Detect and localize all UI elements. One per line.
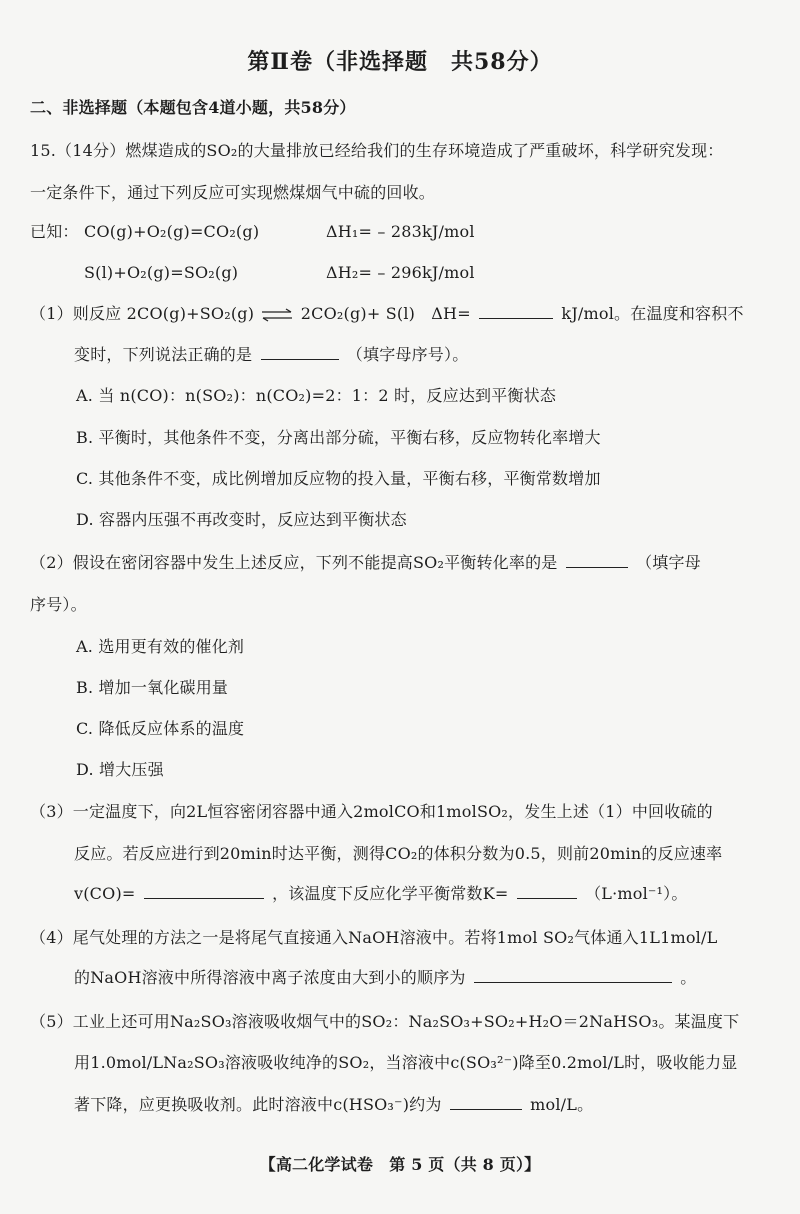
part-1-option-b: B. 平衡时，其他条件不变，分离出部分硫，平衡右移，反应物转化率增大 (76, 428, 601, 447)
part-2-instruction: （填字母 (636, 553, 701, 572)
part-1-reaction-left: （1）则反应 2CO(g)+SO₂(g) (30, 304, 255, 323)
part-2-line-2: 序号）。 (30, 595, 87, 614)
part-1-question: 变时，下列说法正确的是 (74, 345, 253, 364)
answer-blank-delta-h[interactable] (479, 304, 553, 319)
q15-intro-line-2: 一定条件下，通过下列反应可实现燃煤烟气中硫的回收。 (30, 183, 436, 202)
enthalpy-1: ΔH₁= – 283kJ/mol (326, 222, 475, 241)
part-4-line-1: （4）尾气处理的方法之一是将尾气直接通入NaOH溶液中。若将1mol SO₂气体通入1L1mol/L (30, 928, 718, 947)
part-1-instruction: （填字母序号）。 (346, 345, 469, 364)
part-1-option-d: D. 容器内压强不再改变时，反应达到平衡状态 (76, 510, 407, 529)
part-4-question: 的NaOH溶液中所得溶液中离子浓度由大到小的顺序为 (74, 968, 466, 987)
page-footer: 【高二化学试卷 第 5 页（共 8 页）】 (259, 1155, 541, 1174)
part-3-line-3 (74, 884, 688, 904)
part-2-option-b: B. 增加一氧化碳用量 (76, 678, 229, 697)
enthalpy-2: ΔH₂= – 296kJ/mol (326, 263, 475, 282)
page-title: 第Ⅱ卷（非选择题 共58分） (247, 49, 553, 75)
answer-blank-part-4[interactable] (474, 968, 672, 983)
part-1-line-2 (74, 345, 468, 365)
part-5-unit: mol/L。 (530, 1095, 594, 1114)
part-5-line-2: 用1.0mol/LNa₂SO₃溶液吸收纯净的SO₂，当溶液中c(SO₃²⁻)降至0.2mol/L时，吸收能力显 (74, 1053, 738, 1072)
part-3-k-label: ，该温度下反应化学平衡常数K= (272, 884, 509, 903)
part-5-line-3 (74, 1095, 593, 1115)
part-3-unit: （L·mol⁻¹）。 (585, 884, 688, 903)
part-4-line-2 (74, 968, 696, 988)
part-2-question: （2）假设在密闭容器中发生上述反应，下列不能提高SO₂平衡转化率的是 (30, 553, 558, 572)
part-3-rate-label: v(CO)= (74, 884, 136, 903)
part-5-line-1: （5）工业上还可用Na₂SO₃溶液吸收烟气中的SO₂：Na₂SO₃+SO₂+H₂O＝2NaHSO₃。某温度下 (30, 1012, 740, 1031)
answer-blank-rate[interactable] (144, 884, 264, 899)
part-2-option-c: C. 降低反应体系的温度 (76, 719, 245, 738)
answer-blank-part-2[interactable] (566, 553, 628, 568)
answer-blank-part-1[interactable] (261, 345, 339, 360)
part-2-line-1 (30, 553, 701, 573)
part-4-end: 。 (680, 968, 697, 987)
part-1-unit-text: kJ/mol。在温度和容积不 (561, 304, 744, 323)
part-3-line-1: （3）一定温度下，向2L恒容密闭容器中通入2molCO和1molSO₂，发生上述（1）中回收硫的 (30, 802, 713, 821)
part-1-line-1 (30, 304, 744, 324)
equilibrium-arrow-icon (261, 308, 293, 322)
part-1-option-a: A. 当 n(CO)：n(SO₂)：n(CO₂)=2：1：2 时，反应达到平衡状态 (76, 386, 557, 405)
known-prefix: 已知： (30, 222, 79, 241)
part-1-reaction-right: 2CO₂(g)+ S(l) ΔH= (300, 304, 471, 323)
part-3-line-2: 反应。若反应进行到20min时达平衡，测得CO₂的体积分数为0.5，则前20min的反应速率 (74, 844, 723, 863)
answer-blank-part-5[interactable] (450, 1095, 522, 1110)
section-header: 二、非选择题（本题包含4道小题，共58分） (30, 98, 356, 117)
answer-blank-k[interactable] (517, 884, 577, 899)
equation-2: S(l)+O₂(g)=SO₂(g) (84, 263, 239, 282)
q15-intro-line-1: 15.（14分）燃煤造成的SO₂的大量排放已经给我们的生存环境造成了严重破坏，科学研究发现： (30, 141, 724, 160)
part-2-option-d: D. 增大压强 (76, 760, 164, 779)
part-5-question: 著下降，应更换吸收剂。此时溶液中c(HSO₃⁻)约为 (74, 1095, 442, 1114)
part-2-option-a: A. 选用更有效的催化剂 (76, 637, 245, 656)
equation-1: CO(g)+O₂(g)=CO₂(g) (84, 222, 260, 241)
part-1-option-c: C. 其他条件不变，成比例增加反应物的投入量，平衡右移，平衡常数增加 (76, 469, 601, 488)
